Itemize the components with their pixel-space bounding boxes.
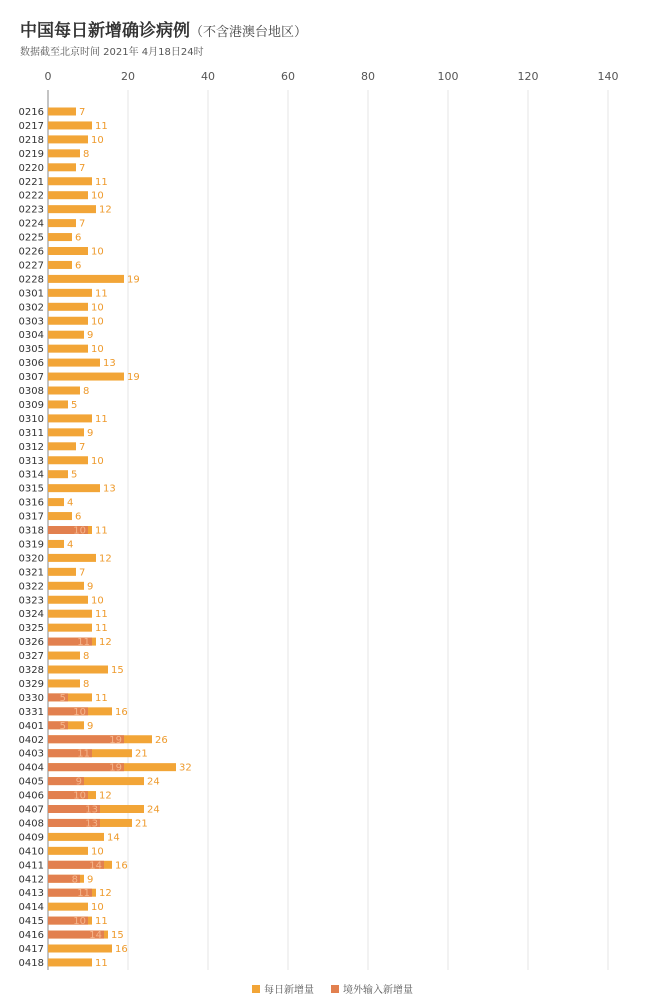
bar-daily-total	[48, 219, 76, 227]
legend-item-imported	[331, 981, 413, 996]
bar-value-label: 11	[95, 176, 108, 188]
bar-value-label: 13	[103, 483, 116, 495]
bar-daily-total	[48, 624, 92, 632]
category-label: 0308	[18, 386, 44, 397]
bar-value-label: 14	[107, 832, 120, 844]
bar-value-label: 24	[147, 804, 160, 816]
bar-value-label: 19	[127, 372, 140, 384]
bar-daily-total	[48, 456, 88, 464]
category-label: 0418	[18, 957, 44, 969]
bar-imported-value-label: 10	[73, 916, 86, 928]
bar-imported-value-label: 11	[77, 888, 90, 900]
bar-daily-total	[48, 414, 92, 422]
bar-value-label: 12	[99, 888, 112, 900]
bar-daily-total	[48, 317, 88, 325]
bar-daily-total	[48, 442, 76, 450]
bar-value-label: 11	[95, 609, 108, 621]
category-label: 0313	[18, 455, 44, 467]
bar-daily-total	[48, 470, 68, 478]
bar-value-label: 12	[99, 790, 112, 802]
category-label: 0401	[18, 720, 44, 732]
category-label: 0310	[18, 413, 44, 425]
category-label: 0416	[18, 930, 44, 942]
chart-title-main: 中国每日新增确诊病例	[20, 21, 190, 41]
legend-item-daily	[252, 981, 314, 996]
legend-label-daily: 每日新增量	[264, 985, 314, 996]
bar-daily-total	[48, 554, 96, 562]
category-label: 0309	[18, 399, 44, 411]
bar-imported-value-label: 10	[73, 790, 86, 802]
bar-value-label: 11	[95, 288, 108, 300]
chart-subtitle: 数据截至北京时间 2021年 4月18日24时	[20, 47, 204, 58]
bar-daily-total	[48, 177, 92, 185]
bar-value-label: 7	[79, 441, 86, 453]
bar-value-label: 9	[87, 720, 94, 732]
x-tick-label: 140	[597, 70, 619, 83]
bar-daily-total	[48, 359, 100, 367]
category-label: 0326	[18, 637, 44, 649]
bar-value-label: 10	[91, 316, 104, 328]
category-label: 0412	[18, 874, 44, 886]
bar-daily-total	[48, 666, 108, 674]
bar-value-label: 4	[67, 539, 74, 551]
bar-imported-value-label: 19	[109, 762, 122, 774]
category-label: 0311	[18, 427, 44, 439]
bar-value-label: 10	[91, 595, 104, 607]
bar-daily-total	[48, 512, 72, 520]
bar-value-label: 24	[147, 776, 160, 788]
bar-value-label: 10	[91, 846, 104, 858]
category-label: 0227	[18, 260, 44, 272]
category-label: 0328	[18, 665, 44, 676]
category-label: 0225	[18, 232, 44, 244]
category-label: 0228	[18, 274, 44, 286]
bar-daily-total	[48, 945, 112, 953]
category-label: 0411	[18, 860, 44, 872]
bar-daily-total	[48, 261, 72, 269]
category-label: 0331	[18, 706, 44, 718]
bar-value-label: 11	[95, 957, 108, 969]
x-tick-label: 20	[121, 70, 135, 83]
bar-imported-value-label: 10	[73, 525, 86, 537]
category-label: 0316	[18, 497, 44, 509]
category-label: 0325	[18, 623, 44, 635]
bar-value-label: 5	[71, 469, 78, 481]
bar-daily-total	[48, 163, 76, 171]
bar-value-label: 8	[83, 148, 90, 160]
bar-daily-total	[48, 903, 88, 911]
bar-daily-total	[48, 847, 88, 855]
bar-value-label: 9	[87, 581, 94, 593]
bar-daily-total	[48, 958, 92, 966]
bar-value-label: 8	[83, 386, 90, 397]
bar-daily-total	[48, 596, 88, 604]
category-label: 0329	[18, 678, 44, 690]
category-label: 0223	[18, 204, 44, 216]
bar-daily-total	[48, 149, 80, 157]
bar-daily-total	[48, 373, 124, 381]
bar-daily-total	[48, 652, 80, 660]
bar-value-label: 10	[91, 344, 104, 356]
bar-value-label: 11	[95, 623, 108, 635]
category-label: 0315	[18, 483, 44, 495]
bar-value-label: 15	[111, 665, 124, 676]
category-label: 0301	[18, 288, 44, 300]
category-label: 0220	[18, 162, 44, 174]
bar-value-label: 26	[155, 734, 168, 746]
bar-daily-total	[48, 135, 88, 143]
bar-value-label: 11	[95, 120, 108, 132]
bar-value-label: 7	[79, 162, 86, 174]
category-label: 0317	[18, 511, 44, 523]
category-label: 0406	[18, 790, 44, 802]
category-label: 0216	[18, 107, 44, 118]
bar-daily-total	[48, 331, 84, 339]
bar-value-label: 5	[71, 399, 78, 411]
bar-imported-value-label: 13	[85, 804, 98, 816]
bar-daily-total	[48, 233, 72, 241]
bar-value-label: 10	[91, 455, 104, 467]
bar-daily-total	[48, 108, 76, 116]
bar-imported-value-label: 8	[71, 874, 78, 886]
bar-value-label: 10	[91, 902, 104, 914]
bar-daily-total	[48, 121, 92, 129]
category-label: 0319	[18, 539, 44, 551]
bar-value-label: 32	[179, 762, 192, 774]
bar-value-label: 15	[111, 930, 124, 942]
bar-daily-total	[48, 540, 64, 548]
bar-value-label: 11	[95, 916, 108, 928]
x-tick-label: 80	[361, 70, 375, 83]
bar-value-label: 19	[127, 274, 140, 286]
category-label: 0403	[18, 748, 44, 760]
bar-value-label: 4	[67, 497, 74, 509]
category-label: 0302	[18, 302, 44, 314]
bar-value-label: 6	[75, 511, 82, 523]
category-label: 0407	[18, 804, 44, 816]
category-label: 0415	[18, 916, 44, 928]
category-label: 0417	[18, 944, 44, 955]
bar-daily-total	[48, 345, 88, 353]
category-label: 0321	[18, 567, 44, 579]
bar-value-label: 9	[87, 330, 94, 342]
category-label: 0314	[18, 469, 44, 481]
category-label: 0222	[18, 190, 44, 202]
legend-label-imported: 境外输入新增量	[343, 985, 413, 996]
bar-value-label: 10	[91, 302, 104, 314]
bar-daily-total	[48, 205, 96, 213]
bar-value-label: 10	[91, 134, 104, 146]
category-label: 0410	[18, 846, 44, 858]
category-label: 0402	[18, 734, 44, 746]
chart-title-suffix: （不含港澳台地区）	[190, 25, 308, 40]
bar-daily-total	[48, 191, 88, 199]
bar-imported-value-label: 13	[85, 818, 98, 830]
category-label: 0318	[18, 525, 44, 537]
bar-value-label: 16	[115, 860, 128, 872]
bar-daily-total	[48, 275, 124, 283]
category-label: 0226	[18, 246, 44, 258]
bar-value-label: 7	[79, 107, 86, 118]
bar-imported-value-label: 5	[59, 692, 66, 704]
x-tick-label: 40	[201, 70, 215, 83]
bar-value-label: 12	[99, 553, 112, 565]
bar-value-label: 16	[115, 706, 128, 718]
category-label: 0306	[18, 358, 44, 370]
category-label: 0322	[18, 581, 44, 593]
bar-imported-value-label: 19	[109, 734, 122, 746]
x-tick-label: 100	[437, 70, 459, 83]
bar-imported-value-label: 14	[89, 930, 102, 942]
category-label: 0408	[18, 818, 44, 830]
bar-value-label: 11	[95, 692, 108, 704]
bar-value-label: 12	[99, 204, 112, 216]
bar-imported-value-label: 14	[89, 860, 102, 872]
category-label: 0221	[18, 176, 44, 188]
x-tick-label: 60	[281, 70, 295, 83]
bar-daily-total	[48, 247, 88, 255]
bar-value-label: 16	[115, 944, 128, 955]
bar-daily-total	[48, 610, 92, 618]
bar-imported-value-label: 10	[73, 706, 86, 718]
bar-value-label: 11	[95, 525, 108, 537]
bar-imported-value-label: 9	[75, 776, 82, 788]
bar-value-label: 12	[99, 637, 112, 649]
bar-value-label: 6	[75, 232, 82, 244]
category-label: 0303	[18, 316, 44, 328]
bar-daily-total	[48, 679, 80, 687]
category-label: 0312	[18, 441, 44, 453]
bar-daily-total	[48, 498, 64, 506]
bar-daily-total	[48, 484, 100, 492]
bar-value-label: 8	[83, 651, 90, 663]
category-label: 0324	[18, 609, 44, 621]
category-label: 0405	[18, 776, 44, 788]
bar-daily-total	[48, 400, 68, 408]
bar-value-label: 9	[87, 874, 94, 886]
bar-value-label: 10	[91, 246, 104, 258]
category-label: 0320	[18, 553, 44, 565]
category-label: 0217	[18, 120, 44, 132]
bar-value-label: 10	[91, 190, 104, 202]
category-label: 0330	[18, 692, 44, 704]
bar-value-label: 7	[79, 567, 86, 579]
bar-value-label: 21	[135, 748, 148, 760]
bar-daily-total	[48, 387, 80, 395]
category-label: 0305	[18, 344, 44, 356]
legend-swatch-daily	[252, 985, 260, 993]
bar-value-label: 11	[95, 413, 108, 425]
bar-value-label: 21	[135, 818, 148, 830]
category-label: 0414	[18, 902, 44, 914]
bar-daily-total	[48, 833, 104, 841]
bar-value-label: 9	[87, 427, 94, 439]
bar-value-label: 6	[75, 260, 82, 272]
category-label: 0409	[18, 832, 44, 844]
bar-value-label: 8	[83, 678, 90, 690]
category-label: 0219	[18, 148, 44, 160]
category-label: 0218	[18, 134, 44, 146]
x-tick-label: 0	[44, 70, 52, 83]
bar-daily-total	[48, 582, 84, 590]
category-label: 0307	[18, 372, 44, 384]
bar-daily-total	[48, 303, 88, 311]
x-tick-label: 120	[517, 70, 539, 83]
category-label: 0327	[18, 651, 44, 663]
bar-value-label: 13	[103, 358, 116, 370]
bar-daily-total	[48, 428, 84, 436]
bar-imported-value-label: 11	[77, 748, 90, 760]
legend-swatch-imported	[331, 985, 339, 993]
bar-daily-total	[48, 289, 92, 297]
bar-value-label: 7	[79, 218, 86, 230]
bar-imported-value-label: 5	[59, 720, 66, 732]
category-label: 0323	[18, 595, 44, 607]
category-label: 0404	[18, 762, 44, 774]
category-label: 0224	[18, 218, 44, 230]
category-label: 0304	[18, 330, 44, 342]
category-label: 0413	[18, 888, 44, 900]
bar-imported-value-label: 11	[77, 637, 90, 649]
bar-daily-total	[48, 568, 76, 576]
